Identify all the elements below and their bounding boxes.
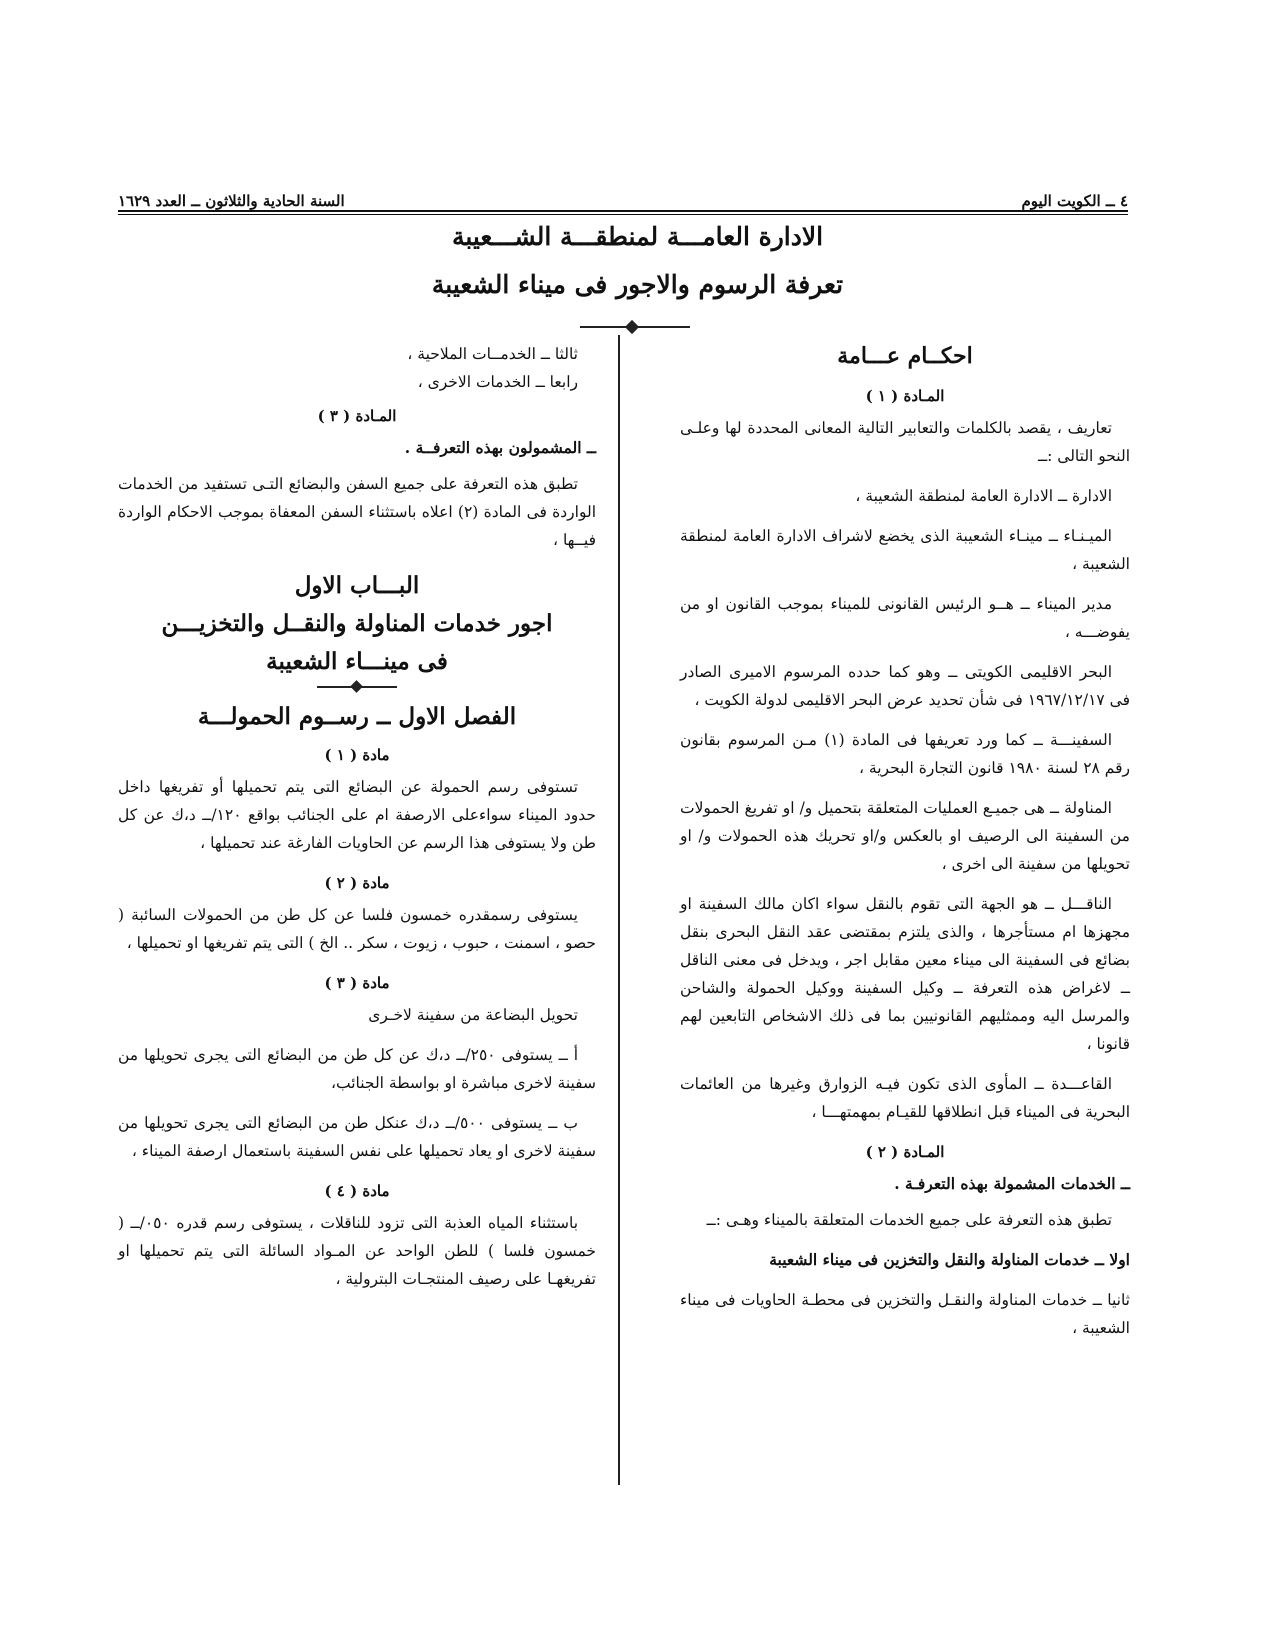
article-2-item-3: ثالثا ــ الخدمــات الملاحية ،: [407, 345, 578, 363]
article-3-lead: ــ المشمولون بهذه التعرفــة .: [404, 438, 596, 457]
article-2-lead: ــ الخدمات المشمولة بهذه التعرفـة .: [894, 1174, 1130, 1193]
article-2-item-2: ثانيا ــ خدمات المناولة والنقـل والتخزين فى محطـة الحاويات فى ميناء الشعيبة ،: [680, 1291, 1130, 1337]
definition-carrier: الناقـــل ــ هو الجهة التى تقوم بالنقل سواء اكان مالك السفينة او مجهزها ام مستأجرها ، والذى يلتزم بمقتضى عقد النقل البحرى بنقل بضائع فى السفينة الى ميناء معين مقابل اجر ، ويدخل فى معنى الناقل ــ لاغراض هذه التعرفة ــ وكيل السفينة ووكيل الحمولة والشاحن والمرسل اليه وممثليهم القانونيين بما فى ذلك الاشخاص التابعين لهم قانونا ،: [680, 895, 1130, 1053]
left-column: [118, 340, 596, 1305]
header-rule: [118, 210, 1128, 212]
title-ornament: [580, 326, 690, 329]
authority-title: الادارة العامـــة لمنطقـــة الشـــعيبة: [451, 222, 824, 251]
part-1-subtitle-2: فى مينـــاء الشعيبة: [266, 648, 448, 675]
chapter-1-title: الفصل الاول ــ رســوم الحمولـــة: [197, 703, 517, 730]
tariff-title: تعرفة الرسوم والاجور فى ميناء الشعيبة: [431, 270, 844, 299]
definition-ship: السفينـــة ــ كما ورد تعريفها فى المادة (١) مـن المرسوم بقانون رقم ٢٨ لسنة ١٩٨٠ قانون التجارة البحرية ،: [680, 731, 1130, 777]
definition-port-manager: مدير الميناء ــ هــو الرئيس القانونى للميناء بموجب القانون او من يفوضـــه ،: [680, 595, 1130, 641]
definition-base: القاعـــدة ــ المأوى الذى تكون فيـه الزوارق وغيرها من العائمات البحرية فى الميناء قبل انطلاقها للقيـام بمهمتهـــا ،: [680, 1075, 1130, 1121]
header-rule-thin: [118, 214, 1128, 215]
right-column: [680, 340, 1130, 1354]
part-1-title: البـــاب الاول: [294, 572, 420, 599]
chapter-1-article-2-text: يستوفى رسمقدره خمسون فلسا عن كل طن من الحمولات السائبة ( حصو ، اسمنت ، حبوب ، زيوت ، سكر .. الخ ) التى يتم تفريغها او تحميلها ،: [118, 906, 596, 952]
chapter-1-article-3-intro: تحويل البضاعة من سفينة لاخـرى: [368, 1006, 578, 1024]
page-label: ٤ ــ الكويت اليوم: [1021, 192, 1128, 210]
chapter-1-article-3-b: ب ــ يستوفى ٥٠٠/ــ د،ك عنكل طن من البضائع التى يجرى تحويلها من سفينة لاخرى او يعاد تحميلها على نفس السفينة باستعمال ارصفة الميناء ،: [118, 1114, 596, 1160]
chapter-1-article-3-label: مادة ( ٣ ): [324, 974, 390, 992]
chapter-1-article-1-label: مادة ( ١ ): [324, 746, 390, 764]
chapter-1-article-4-label: مادة ( ٤ ): [324, 1182, 390, 1200]
chapter-1-article-3-a: أ ــ يستوفى ٢٥٠/ــ د،ك عن كل طن من البضائع التى يجرى تحويلها من سفينة لاخرى مباشرة او بواسطة الجنائب،: [118, 1046, 596, 1092]
article-2-intro: تطبق هذه التعرفة على جميع الخدمات المتعلقة بالميناء وهـى :ــ: [706, 1211, 1112, 1229]
article-2-label: المـادة ( ٢ ): [865, 1143, 945, 1161]
article-1-label: المـادة ( ١ ): [865, 387, 945, 405]
general-provisions-heading: احكــام عـــامة: [837, 343, 973, 369]
section-ornament: [317, 686, 397, 689]
chapter-1-article-4-text: باستثناء المياه العذبة التى تزود للناقلات ، يستوفى رسم قدره ٠٥٠/ــ ( خمسون فلسا ) للطن الواحد عن المـواد السائلة التى يتم تحميلها او تفريغهـا على رصيف المنتجـات البترولية ،: [118, 1214, 596, 1288]
page-header: [118, 180, 1128, 210]
article-3-label: المـادة ( ٣ ): [317, 407, 397, 425]
definition-territorial-sea: البحر الاقليمى الكويتى ــ وهو كما حدده المرسوم الاميرى الصادر فى ١٩٦٧/١٢/١٧ فى شأن تحديد عرض البحر الاقليمى لدولة الكويت ،: [680, 663, 1130, 709]
definition-handling: المناولة ــ هى جميـع العمليات المتعلقة بتحميل و/ او تفريغ الحمولات من السفينة الى الرصيف او بالعكس و/او تحريك هذه الحمولات و/ او تحويلها من سفينة الى اخرى ،: [680, 799, 1130, 873]
column-divider: [618, 335, 620, 1485]
definition-administration: الادارة ــ الادارة العامة لمنطقة الشعيبة ،: [855, 487, 1112, 505]
chapter-1-article-1-text: تستوفى رسم الحمولة عن البضائع التى يتم تحميلها أو تفريغها داخل حدود الميناء سواءعلى الارصفة ام على الجنائب بواقع ١٢٠/ــ د،ك عن كل طن ولا يستوفى هذا الرسم عن الحاويات الفارغة عند تحميلها ،: [118, 778, 596, 852]
definition-port: الميـنـاء ــ مينـاء الشعيبة الذى يخضع لاشراف الادارة العامة لمنطقة الشعيبة ،: [680, 527, 1130, 573]
article-2-item-4: رابعا ــ الخدمات الاخرى ،: [417, 373, 578, 391]
article-1-intro: تعاريف ، يقصد بالكلمات والتعابير التالية المعانى المحددة لها وعلـى النحو التالى :ــ: [680, 419, 1130, 465]
chapter-1-article-2-label: مادة ( ٢ ): [324, 874, 390, 892]
part-1-subtitle: اجور خدمات المناولة والنقــل والتخزيـــن: [161, 610, 553, 637]
issue-label: السنة الحادية والثلاثون ــ العدد ١٦٢٩: [118, 192, 345, 210]
article-3-text: تطبق هذه التعرفة على جميع السفن والبضائع التـى تستفيد من الخدمات الواردة فى المادة (٢) اعلاه باستثناء السفن المعفاة بموجب الاحكام الواردة فيــها ،: [118, 475, 597, 549]
article-2-item-1: اولا ــ خدمات المناولة والنقل والتخزين فى ميناء الشعيبة: [769, 1250, 1130, 1269]
